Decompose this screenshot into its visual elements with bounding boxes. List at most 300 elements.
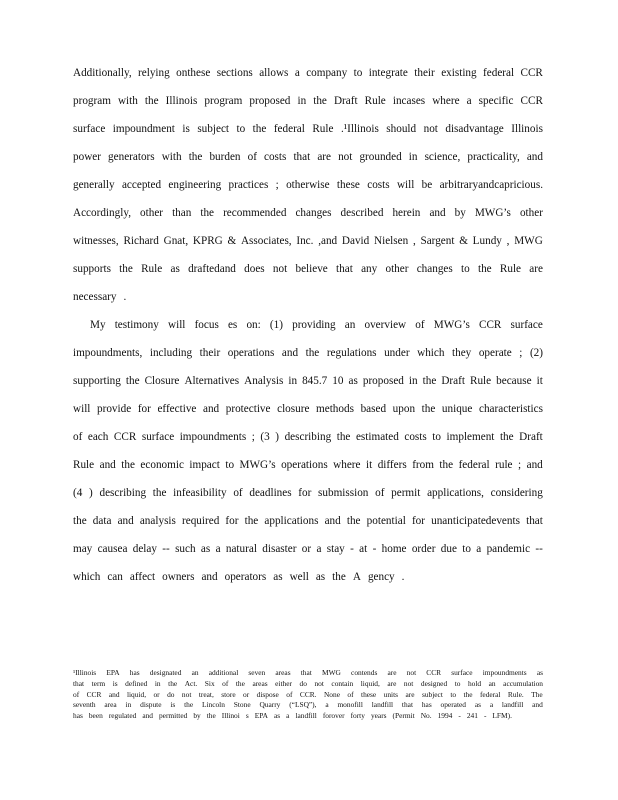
text-line	[73, 567, 543, 595]
word: Six	[204, 678, 215, 688]
word: and	[281, 347, 299, 359]
word: differs	[377, 459, 407, 471]
word: Rule	[141, 263, 163, 275]
word: are	[387, 678, 397, 688]
word: costs	[367, 179, 390, 191]
word: 1994	[437, 711, 453, 721]
word: the	[305, 347, 320, 359]
word: causea	[97, 543, 128, 555]
word: characteristics	[478, 403, 543, 415]
word: witnesses,	[73, 235, 119, 247]
word: to	[432, 431, 441, 443]
word: disaster	[262, 543, 297, 555]
word: federal	[479, 689, 501, 699]
word: -	[350, 543, 354, 555]
word: as	[200, 543, 211, 555]
word: not	[272, 263, 288, 275]
word: subject	[421, 689, 443, 699]
word: seventh	[73, 700, 96, 710]
word: engineering	[168, 179, 222, 191]
word: of	[286, 689, 293, 699]
word: order	[411, 543, 436, 555]
word: Gnat,	[163, 235, 189, 247]
word: an	[488, 678, 496, 688]
word: delay	[132, 543, 157, 555]
word: a	[215, 543, 221, 555]
word: regulations	[326, 347, 377, 359]
word: describing	[99, 487, 147, 499]
word: not	[403, 678, 414, 688]
word: landfill	[501, 700, 524, 710]
word: with	[117, 95, 138, 107]
word: are	[529, 263, 543, 275]
word: and	[429, 207, 446, 219]
word: impoundments	[179, 431, 247, 443]
word: of	[375, 487, 385, 499]
word: liquid,	[126, 689, 147, 699]
word: My	[90, 319, 106, 331]
word: their	[199, 347, 221, 359]
word: s	[245, 711, 249, 721]
word: has	[421, 700, 432, 710]
word: other	[519, 207, 543, 219]
word: as	[273, 571, 283, 583]
word: where	[432, 95, 460, 107]
word: ;	[275, 179, 279, 191]
word: the	[346, 515, 361, 527]
word: term	[91, 678, 106, 688]
word: forty	[350, 711, 365, 721]
word: David	[341, 235, 370, 247]
word: unanticipatedevents	[431, 515, 520, 527]
word: it	[536, 375, 543, 387]
word: in	[408, 375, 418, 387]
word: changes	[295, 207, 332, 219]
word: to	[225, 459, 235, 471]
word: -	[372, 543, 377, 555]
word: may	[73, 543, 93, 555]
word: necessary	[73, 291, 117, 303]
word: costs	[404, 431, 427, 443]
word: for	[411, 515, 425, 527]
word: that	[73, 678, 85, 688]
word: will	[73, 403, 91, 415]
text-line	[73, 483, 543, 511]
word: not	[423, 123, 438, 135]
word: to	[236, 123, 246, 135]
word: ¹Illinois	[73, 668, 97, 677]
word: stay	[326, 543, 345, 555]
word: affect	[129, 571, 156, 583]
word: not	[314, 678, 324, 688]
word: federal	[458, 459, 490, 471]
word: otherwise	[286, 179, 330, 191]
word: these	[361, 689, 377, 699]
word: Rule	[469, 375, 492, 387]
word: MWG	[322, 668, 341, 677]
word: existing	[441, 67, 477, 79]
word: EPA	[106, 668, 120, 677]
word: proposed	[362, 375, 404, 387]
word: applications,	[427, 487, 484, 499]
word: of	[415, 319, 425, 331]
word: with	[161, 151, 182, 163]
word: 845.7	[302, 375, 328, 387]
word: based	[360, 403, 387, 415]
word: surface	[141, 431, 175, 443]
word: Rule	[364, 95, 386, 107]
word: in	[125, 700, 132, 710]
word: protective	[225, 403, 271, 415]
word: the	[168, 678, 178, 688]
word: Quarry	[259, 700, 281, 710]
word: Rule	[312, 123, 334, 135]
word: federal	[273, 123, 305, 135]
word: the	[73, 515, 87, 527]
word: incases	[392, 95, 426, 107]
word: hold	[467, 678, 482, 688]
word: years	[370, 711, 387, 721]
word: program	[204, 95, 243, 107]
word: rule	[495, 459, 513, 471]
word: that	[300, 668, 312, 677]
word: operations	[281, 459, 328, 471]
word: the	[332, 571, 346, 583]
text-line	[73, 259, 543, 287]
word: Illinois	[165, 95, 198, 107]
word: other	[140, 207, 164, 219]
word: be	[421, 179, 433, 191]
word: to	[454, 678, 461, 688]
word: infeasibility	[173, 487, 227, 499]
word: ,	[506, 235, 510, 247]
word: ,	[412, 235, 416, 247]
word: which	[73, 571, 101, 583]
word: are	[387, 668, 397, 677]
word: Illinoi	[221, 711, 240, 721]
word: as	[274, 711, 281, 721]
word: Accordingly,	[73, 207, 131, 219]
word: --	[535, 543, 543, 555]
word: company	[306, 67, 348, 79]
word: Stone	[233, 700, 251, 710]
word: not	[181, 689, 192, 699]
word: a	[476, 543, 482, 555]
word: has	[73, 711, 83, 721]
word: been	[88, 711, 103, 721]
word: natural	[225, 543, 257, 555]
word: analysis	[139, 515, 176, 527]
word: unique	[441, 403, 473, 415]
word: CCR	[520, 67, 543, 79]
word: areas	[275, 668, 291, 677]
word: impoundments	[482, 668, 527, 677]
word: power	[73, 151, 101, 163]
footnote	[73, 668, 543, 722]
word: are	[317, 151, 331, 163]
word: (2)	[529, 347, 543, 359]
word: operators	[224, 571, 267, 583]
word: will	[168, 319, 186, 331]
word: store	[221, 689, 236, 699]
word: supports	[73, 263, 111, 275]
word: under	[384, 347, 410, 359]
word: designed	[420, 678, 448, 688]
text-line	[73, 427, 543, 455]
text-line	[73, 455, 543, 483]
word: Alternatives	[184, 375, 240, 387]
word: as	[474, 700, 481, 710]
word: as	[315, 571, 326, 583]
word: by	[454, 207, 466, 219]
word: gency	[367, 571, 395, 583]
word: which	[417, 347, 445, 359]
word: or	[301, 543, 312, 555]
word: that	[293, 151, 311, 163]
word: and	[142, 711, 153, 721]
word: other	[385, 263, 409, 275]
word: dispose	[256, 689, 279, 699]
word: CCR	[520, 95, 543, 107]
word: potential	[366, 515, 406, 527]
word: the	[244, 515, 259, 527]
word: landfill	[295, 711, 317, 721]
word: to	[461, 263, 470, 275]
word: by	[193, 711, 201, 721]
footnote-line	[73, 668, 543, 679]
word: will	[396, 179, 415, 191]
word: sections	[216, 67, 253, 79]
word: owners	[162, 571, 195, 583]
word: impoundments,	[73, 347, 143, 359]
word: including	[149, 347, 193, 359]
word: (4	[73, 487, 83, 499]
word: describing	[284, 431, 332, 443]
word: defined	[125, 678, 148, 688]
word: the	[439, 459, 454, 471]
word: does	[244, 263, 265, 275]
word: not	[406, 668, 417, 677]
word: in	[408, 151, 418, 163]
word: Draft	[441, 375, 465, 387]
word: than	[172, 207, 192, 219]
word: LFM).	[492, 711, 512, 721]
word: the	[235, 678, 245, 688]
word: the	[313, 95, 327, 107]
word: should	[386, 123, 417, 135]
word: data	[92, 515, 112, 527]
word: Additionally,	[73, 67, 132, 79]
word: from	[412, 459, 434, 471]
text-line	[73, 119, 543, 147]
word: an	[191, 668, 199, 677]
word: and	[201, 571, 218, 583]
word: of	[347, 689, 354, 699]
word: )	[89, 487, 93, 499]
word: the	[200, 207, 215, 219]
word: CCR	[113, 431, 137, 443]
word: -	[483, 711, 487, 721]
word: required	[182, 515, 220, 527]
word: of	[73, 689, 80, 699]
word: Sargent	[420, 235, 455, 247]
word: the	[421, 403, 436, 415]
word: .	[123, 291, 127, 303]
word: implement	[446, 431, 495, 443]
word: the	[252, 123, 267, 135]
word: surface	[510, 319, 543, 331]
word: the	[499, 431, 514, 443]
word: Illinois	[511, 123, 543, 135]
word: MWG’s	[433, 319, 470, 331]
word: contain	[331, 678, 354, 688]
word: of	[233, 487, 243, 499]
word: CCR.	[299, 689, 317, 699]
word: .¹Illinois	[340, 123, 379, 135]
word: impact	[189, 459, 220, 471]
word: (3	[260, 431, 270, 443]
word: due	[440, 543, 457, 555]
text-line	[73, 343, 543, 371]
word: es	[227, 319, 238, 331]
word: 10	[332, 375, 344, 387]
word: applications	[264, 515, 319, 527]
word: their	[414, 67, 435, 79]
text-line	[73, 175, 543, 203]
word: provide	[97, 403, 132, 415]
word: the	[152, 487, 167, 499]
word: specific	[478, 95, 514, 107]
word: Inc.	[296, 235, 314, 247]
word: and	[526, 459, 543, 471]
word: a	[316, 543, 322, 555]
word: methods	[316, 403, 354, 415]
word: for	[137, 403, 151, 415]
word: that	[336, 263, 353, 275]
word: ;	[251, 431, 255, 443]
word: in	[297, 95, 307, 107]
word: MWG	[514, 235, 543, 247]
word: Richard	[123, 235, 159, 247]
word: impoundment	[112, 123, 175, 135]
word: either	[275, 678, 292, 688]
word: of	[73, 431, 83, 443]
word: Draft	[519, 431, 543, 443]
word: EPA	[254, 711, 268, 721]
word: Associates,	[240, 235, 292, 247]
word: the	[119, 263, 133, 275]
word: permit	[391, 487, 421, 499]
word: such	[175, 543, 196, 555]
word: closure	[277, 403, 310, 415]
word: dispute	[140, 700, 162, 710]
word: to	[353, 67, 363, 79]
word: Rule	[499, 263, 522, 275]
word: each	[87, 431, 109, 443]
word: treat,	[198, 689, 214, 699]
word: (Permit	[392, 711, 415, 721]
word: and	[203, 403, 220, 415]
word: to	[450, 689, 457, 699]
word: surface	[451, 668, 473, 677]
word: grounded	[359, 151, 402, 163]
word: as	[348, 375, 358, 387]
word: in	[154, 678, 161, 688]
word: .	[401, 571, 405, 583]
word: these	[336, 179, 360, 191]
word: that	[526, 515, 543, 527]
word: estimated	[355, 431, 399, 443]
word: the	[125, 375, 140, 387]
word: 241	[466, 711, 478, 721]
word: it	[366, 459, 373, 471]
word: practicality,	[467, 151, 520, 163]
word: contends	[351, 668, 378, 677]
word: pandemic	[486, 543, 531, 555]
word: generators	[108, 151, 155, 163]
word: providing	[292, 319, 336, 331]
word: and	[532, 700, 543, 710]
text-line	[73, 399, 543, 427]
word: accumulation	[503, 678, 543, 688]
word: Rule.	[507, 689, 524, 699]
text-line	[73, 63, 543, 91]
word: KPRG	[192, 235, 223, 247]
word: the	[463, 689, 473, 699]
word: relying	[138, 67, 170, 79]
word: accepted	[121, 179, 162, 191]
word: Analysis	[244, 375, 284, 387]
word: &	[459, 235, 468, 247]
word: are	[405, 689, 415, 699]
word: do	[167, 689, 175, 699]
word: described	[340, 207, 384, 219]
word: (“LSQ”),	[289, 700, 317, 710]
word: supporting	[73, 375, 121, 387]
word: the	[144, 95, 159, 107]
word: disadvantage	[445, 123, 504, 135]
word: an	[344, 319, 356, 331]
word: onthese	[176, 67, 211, 79]
word: generally	[73, 179, 115, 191]
word: a	[286, 711, 290, 721]
word: changes	[416, 263, 453, 275]
word: a	[489, 700, 494, 710]
word: additional	[208, 668, 239, 677]
word: (1)	[269, 319, 283, 331]
word: program	[73, 95, 111, 107]
word: on:	[246, 319, 261, 331]
word: that	[401, 700, 414, 710]
word: arbitraryandcapricious.	[439, 179, 543, 191]
word: the	[206, 711, 216, 721]
word: focus	[194, 319, 219, 331]
word: and	[117, 515, 134, 527]
text-line	[73, 147, 543, 175]
word: ;	[518, 459, 522, 471]
word: to	[462, 543, 471, 555]
text-line	[73, 203, 543, 231]
word: and	[99, 459, 116, 471]
word: &	[227, 235, 237, 247]
word: for	[298, 487, 312, 499]
word: not	[338, 151, 353, 163]
word: )	[275, 431, 280, 443]
word: for	[225, 515, 239, 527]
footnote-line	[73, 679, 543, 690]
text-line	[73, 231, 543, 259]
word: recommended	[223, 207, 287, 219]
